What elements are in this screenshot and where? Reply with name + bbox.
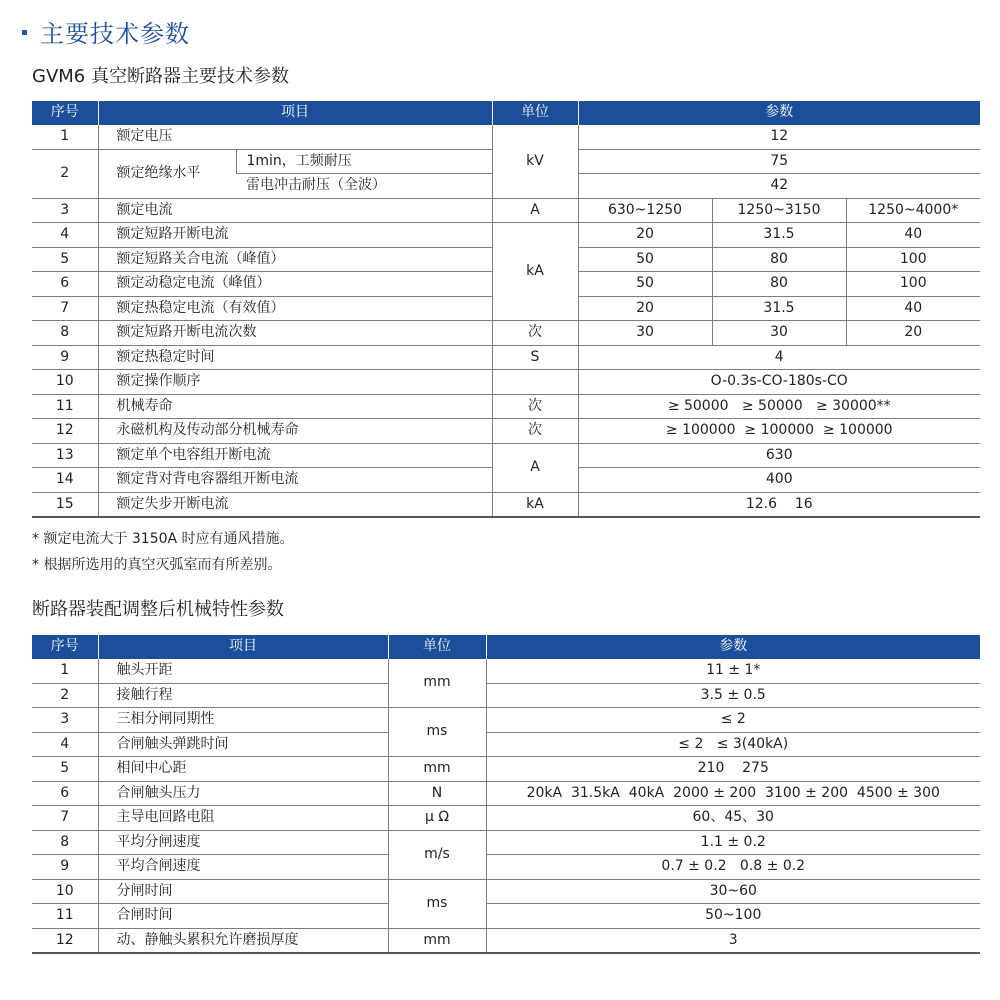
- table-row: [32, 806, 980, 831]
- row-value: 80: [712, 247, 846, 272]
- row-no: 9: [32, 345, 98, 370]
- section-title: 主要技术参数: [40, 20, 190, 48]
- table-header: [32, 635, 980, 659]
- row-no: 4: [32, 223, 98, 248]
- row-unit: mm: [388, 757, 486, 782]
- table-row: [32, 223, 980, 248]
- table-row: [32, 855, 980, 880]
- row-value: 11 ± 1*: [486, 659, 980, 683]
- row-value: 50~100: [486, 904, 980, 929]
- row-item: 动、静触头累积允许磨损厚度: [98, 928, 388, 953]
- row-value: 60、45、30: [486, 806, 980, 831]
- row-no: 8: [32, 321, 98, 346]
- row-item: 分闸时间: [98, 879, 388, 904]
- row-unit: kA: [492, 492, 578, 517]
- row-subitem: 1min，工频耐压: [236, 149, 492, 174]
- row-value: 1250~4000*: [846, 198, 980, 223]
- row-no: 1: [32, 659, 98, 683]
- header-item: 项目: [98, 635, 388, 659]
- row-value: 1.1 ± 0.2: [486, 830, 980, 855]
- row-no: 10: [32, 370, 98, 395]
- header-param: 参数: [486, 635, 980, 659]
- table-header: [32, 101, 980, 125]
- row-value: 42: [578, 174, 980, 199]
- row-no: 14: [32, 468, 98, 493]
- row-unit: μ Ω: [388, 806, 486, 831]
- row-value: 630~1250: [578, 198, 712, 223]
- row-value: 3: [486, 928, 980, 953]
- row-no: 3: [32, 198, 98, 223]
- row-item: 额定背对背电容器组开断电流: [98, 468, 492, 493]
- row-value: 100: [846, 272, 980, 297]
- row-no: 1: [32, 125, 98, 149]
- row-item: 接触行程: [98, 683, 388, 708]
- table-row: [32, 370, 980, 395]
- row-no: 6: [32, 272, 98, 297]
- table-row: [32, 708, 980, 733]
- table-row: [32, 683, 980, 708]
- row-unit: 次: [492, 321, 578, 346]
- row-unit: ms: [388, 879, 486, 928]
- row-item: 合闸触头压力: [98, 781, 388, 806]
- row-item: 机械寿命: [98, 394, 492, 419]
- row-unit: ms: [388, 708, 486, 757]
- row-item: 额定热稳定电流（有效值）: [98, 296, 492, 321]
- row-unit: A: [492, 198, 578, 223]
- row-value: 630: [578, 443, 980, 468]
- table-row: [32, 394, 980, 419]
- row-unit: A: [492, 443, 578, 492]
- row-value: 100: [846, 247, 980, 272]
- row-no: 6: [32, 781, 98, 806]
- table-row: [32, 492, 980, 517]
- mechanical-spec-table: [32, 635, 980, 954]
- row-item: 平均分闸速度: [98, 830, 388, 855]
- row-value: 12: [578, 125, 980, 149]
- row-no: 4: [32, 732, 98, 757]
- row-value: ≥ 50000 ≥ 50000 ≥ 30000**: [578, 394, 980, 419]
- row-subitem: 雷电冲击耐压（全波）: [236, 174, 492, 199]
- row-value: 30: [712, 321, 846, 346]
- table2-title: 断路器装配调整后机械特性参数: [32, 599, 284, 620]
- table-row: [32, 419, 980, 444]
- row-item: 额定电流: [98, 198, 492, 223]
- row-unit: S: [492, 345, 578, 370]
- row-no: 9: [32, 855, 98, 880]
- row-item: 平均合闸速度: [98, 855, 388, 880]
- row-item: 额定失步开断电流: [98, 492, 492, 517]
- row-no: 12: [32, 419, 98, 444]
- table-row: [32, 345, 980, 370]
- table-row: [32, 321, 980, 346]
- row-no: 13: [32, 443, 98, 468]
- row-value: 30: [578, 321, 712, 346]
- row-no: 7: [32, 296, 98, 321]
- row-unit: kA: [492, 223, 578, 321]
- row-value: ≤ 2 ≤ 3(40kA): [486, 732, 980, 757]
- row-item: 合闸触头弹跳时间: [98, 732, 388, 757]
- row-item: 额定操作顺序: [98, 370, 492, 395]
- row-value: 400: [578, 468, 980, 493]
- row-value: 1250~3150: [712, 198, 846, 223]
- footnote-1: * 额定电流大于 3150A 时应有通风措施。: [32, 531, 294, 547]
- table-row: [32, 443, 980, 468]
- row-item: 永磁机构及传动部分机械寿命: [98, 419, 492, 444]
- section-bullet: [22, 30, 27, 35]
- row-no: 2: [32, 683, 98, 708]
- row-item: 触头开距: [98, 659, 388, 683]
- row-no: 3: [32, 708, 98, 733]
- row-no: 11: [32, 394, 98, 419]
- row-item: 额定短路开断电流次数: [98, 321, 492, 346]
- table-row: [32, 928, 980, 953]
- row-value: 31.5: [712, 223, 846, 248]
- row-item: 额定绝缘水平: [98, 149, 236, 198]
- table-row: [32, 125, 980, 149]
- row-value: 30~60: [486, 879, 980, 904]
- row-no: 8: [32, 830, 98, 855]
- row-no: 2: [32, 149, 98, 198]
- row-no: 5: [32, 247, 98, 272]
- main-spec-table: [32, 101, 980, 518]
- row-item: 额定热稳定时间: [98, 345, 492, 370]
- row-value: 3.5 ± 0.5: [486, 683, 980, 708]
- header-unit: 单位: [388, 635, 486, 659]
- row-unit: N: [388, 781, 486, 806]
- table-row: [32, 198, 980, 223]
- row-no: 11: [32, 904, 98, 929]
- table-row: [32, 781, 980, 806]
- row-item: 合闸时间: [98, 904, 388, 929]
- row-unit: [492, 370, 578, 395]
- row-item: 主导电回路电阻: [98, 806, 388, 831]
- row-value: 12.6 16: [578, 492, 980, 517]
- row-value: 40: [846, 223, 980, 248]
- row-item: 额定电压: [98, 125, 492, 149]
- row-value: 20: [578, 223, 712, 248]
- row-item: 额定单个电容组开断电流: [98, 443, 492, 468]
- row-value: O-0.3s-CO-180s-CO: [578, 370, 980, 395]
- header-no: 序号: [32, 635, 98, 659]
- table-row: [32, 757, 980, 782]
- row-no: 12: [32, 928, 98, 953]
- row-unit: mm: [388, 928, 486, 953]
- row-unit: mm: [388, 659, 486, 708]
- table-row: [32, 659, 980, 683]
- row-no: 15: [32, 492, 98, 517]
- row-value: 40: [846, 296, 980, 321]
- row-value: 210 275: [486, 757, 980, 782]
- row-value: 0.7 ± 0.2 0.8 ± 0.2: [486, 855, 980, 880]
- footnote-2: * 根据所选用的真空灭弧室而有所差别。: [32, 557, 282, 573]
- row-value: 50: [578, 272, 712, 297]
- row-no: 7: [32, 806, 98, 831]
- row-unit: 次: [492, 419, 578, 444]
- table-row: [32, 732, 980, 757]
- table-row: [32, 879, 980, 904]
- row-item: 相间中心距: [98, 757, 388, 782]
- row-value: 20: [846, 321, 980, 346]
- row-value: 50: [578, 247, 712, 272]
- header-item: 项目: [98, 101, 492, 125]
- row-value: 75: [578, 149, 980, 174]
- row-unit: m/s: [388, 830, 486, 879]
- row-no: 5: [32, 757, 98, 782]
- row-value: 20: [578, 296, 712, 321]
- row-unit: kV: [492, 125, 578, 198]
- table-row: [32, 830, 980, 855]
- row-value: ≥ 100000 ≥ 100000 ≥ 100000: [578, 419, 980, 444]
- row-item: 额定短路关合电流（峰值）: [98, 247, 492, 272]
- table1-title: GVM6 真空断路器主要技术参数: [32, 66, 289, 87]
- row-unit: 次: [492, 394, 578, 419]
- row-value: 31.5: [712, 296, 846, 321]
- row-value: 4: [578, 345, 980, 370]
- row-no: 10: [32, 879, 98, 904]
- table-row: [32, 904, 980, 929]
- row-item: 三相分闸同期性: [98, 708, 388, 733]
- row-item: 额定动稳定电流（峰值）: [98, 272, 492, 297]
- row-value: 80: [712, 272, 846, 297]
- header-unit: 单位: [492, 101, 578, 125]
- header-no: 序号: [32, 101, 98, 125]
- header-param: 参数: [578, 101, 980, 125]
- row-value: 20kA 31.5kA 40kA 2000 ± 200 3100 ± 200 4500 ± 300: [486, 781, 980, 806]
- row-value: ≤ 2: [486, 708, 980, 733]
- row-item: 额定短路开断电流: [98, 223, 492, 248]
